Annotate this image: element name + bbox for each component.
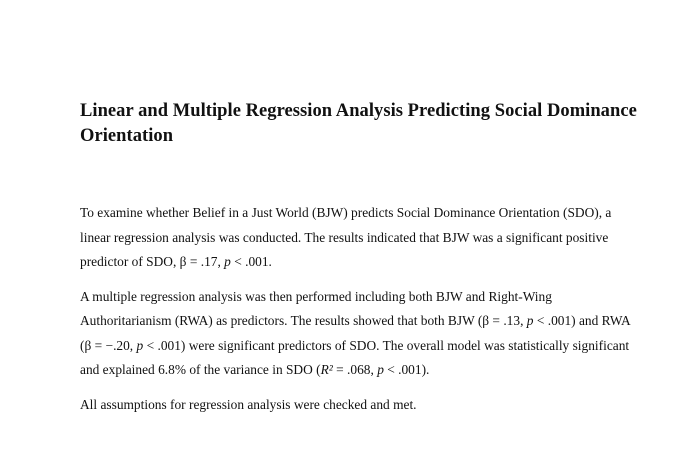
p-value-symbol: p <box>224 254 231 269</box>
p-value-symbol: p <box>377 362 384 377</box>
p-value-symbol: p <box>136 337 144 353</box>
document-body <box>80 201 640 417</box>
paragraph-text: = .068, <box>332 362 378 377</box>
paragraph-text: To examine whether Belief in a Just World (BJW) predicts Social Dominance Orientation (SDO), a linear regression analysis was conducted. The results indicated that BJW was a significant positive predictor of SDO, β = .17, <box>80 205 612 269</box>
paragraph-text: < .001). <box>383 362 430 377</box>
paragraph-text: < .001) were significant predictors of SDO. The overall model was statistically significant and explained 6.8% of the variance in SDO ( <box>80 337 630 377</box>
document-title: Linear and Multiple Regression Analysis Predicting Social Dominance Orientation <box>80 101 637 146</box>
p-value-symbol: p <box>526 313 534 328</box>
paragraph-multiple-regression <box>80 285 640 383</box>
paragraph-text: A multiple regression analysis was then performed including both BJW and Right-Wing Authoritarianism (RWA) as predictors. The results showed that both BJW (β = .13, <box>80 288 552 328</box>
document <box>80 99 640 417</box>
r-squared-symbol: R² <box>320 362 333 377</box>
paragraph-linear-regression <box>80 201 640 275</box>
paragraph-text: < .001) and RWA (β = −.20, <box>80 313 630 353</box>
paragraph-text: < .001. <box>230 254 272 269</box>
paragraph-assumptions: All assumptions for regression analysis were checked and met. <box>80 396 417 412</box>
